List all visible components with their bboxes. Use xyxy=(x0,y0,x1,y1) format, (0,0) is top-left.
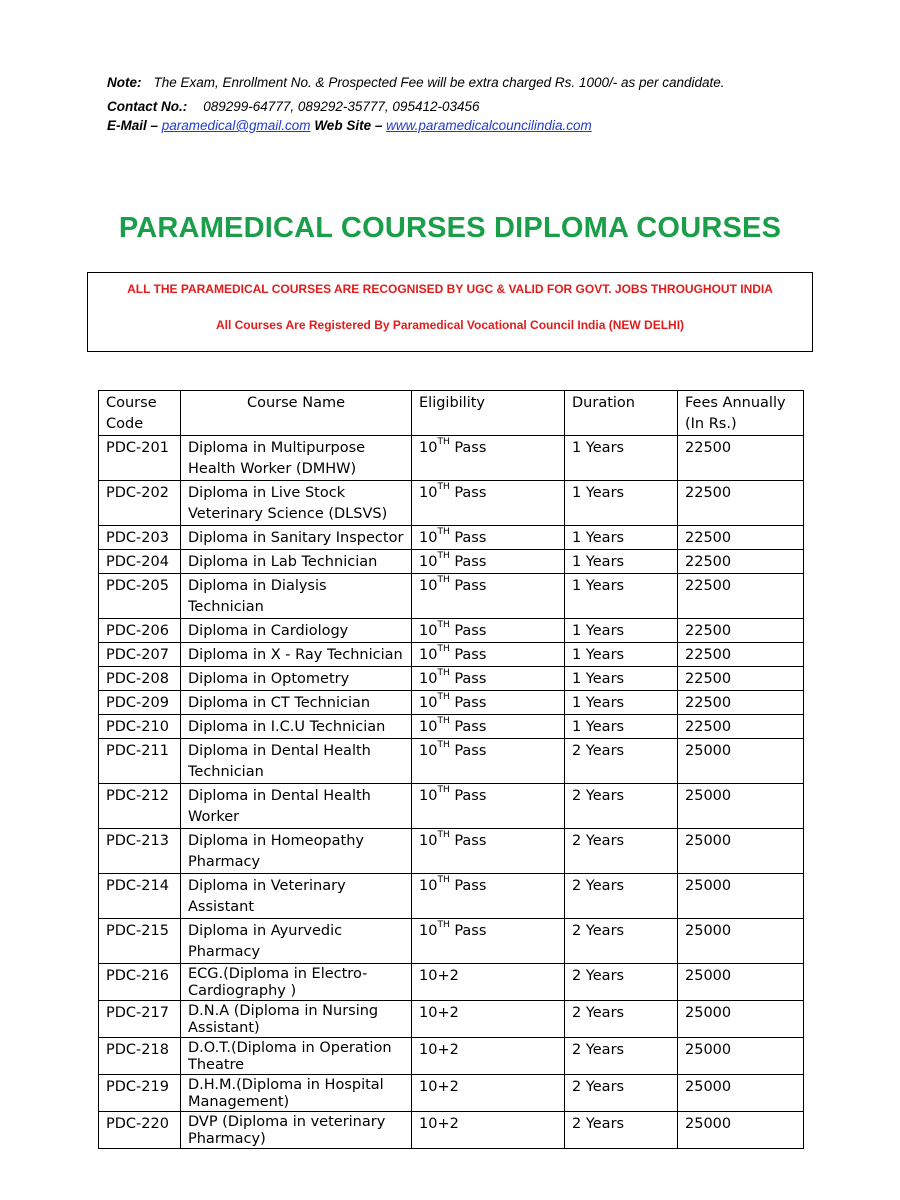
course-code-cell: PDC-209 xyxy=(99,691,181,715)
fee-cell: 22500 xyxy=(678,643,804,667)
course-name-cell: D.N.A (Diploma in Nursing Assistant) xyxy=(181,1001,412,1038)
duration-cell: 2 Years xyxy=(565,874,678,919)
eligibility-cell: 10TH Pass xyxy=(412,691,565,715)
course-name-cell: Diploma in Dialysis Technician xyxy=(181,574,412,619)
course-name-cell: Diploma in Lab Technician xyxy=(181,550,412,574)
fee-cell: 22500 xyxy=(678,436,804,481)
fee-cell: 22500 xyxy=(678,667,804,691)
course-name-cell: Diploma in Ayurvedic Pharmacy xyxy=(181,919,412,964)
fee-cell: 22500 xyxy=(678,574,804,619)
table-row xyxy=(99,784,804,829)
contact-label: Contact No.: xyxy=(107,99,188,114)
course-code-cell: PDC-210 xyxy=(99,715,181,739)
course-name-cell: Diploma in Homeopathy Pharmacy xyxy=(181,829,412,874)
table-row xyxy=(99,574,804,619)
table-row xyxy=(99,715,804,739)
course-name-cell: Diploma in Multipurpose Health Worker (DMHW) xyxy=(181,436,412,481)
eligibility-cell: 10+2 xyxy=(412,1001,565,1038)
duration-cell: 1 Years xyxy=(565,481,678,526)
eligibility-cell: 10TH Pass xyxy=(412,643,565,667)
fee-cell: 25000 xyxy=(678,1001,804,1038)
duration-cell: 1 Years xyxy=(565,526,678,550)
course-code-cell: PDC-212 xyxy=(99,784,181,829)
eligibility-cell: 10+2 xyxy=(412,1112,565,1149)
eligibility-cell: 10TH Pass xyxy=(412,550,565,574)
eligibility-cell: 10TH Pass xyxy=(412,739,565,784)
duration-cell: 1 Years xyxy=(565,667,678,691)
duration-cell: 1 Years xyxy=(565,715,678,739)
course-name-cell: Diploma in Sanitary Inspector xyxy=(181,526,412,550)
courses-table xyxy=(98,390,804,1149)
duration-cell: 2 Years xyxy=(565,829,678,874)
fee-cell: 22500 xyxy=(678,481,804,526)
table-header-row xyxy=(99,391,804,436)
eligibility-cell: 10TH Pass xyxy=(412,829,565,874)
table-row xyxy=(99,1112,804,1149)
duration-cell: 2 Years xyxy=(565,919,678,964)
table-row xyxy=(99,643,804,667)
note-label: Note: xyxy=(107,75,142,90)
fee-cell: 25000 xyxy=(678,739,804,784)
table-row xyxy=(99,436,804,481)
course-name-cell: Diploma in Dental Health Worker xyxy=(181,784,412,829)
notice-line-2: All Courses Are Registered By Paramedical Vocational Council India (NEW DELHI) xyxy=(215,318,685,332)
course-name-cell: Diploma in Live Stock Veterinary Science (DLSVS) xyxy=(181,481,412,526)
contact-line xyxy=(107,96,725,117)
course-code-cell: PDC-214 xyxy=(99,874,181,919)
page-title: PARAMEDICAL COURSES DIPLOMA COURSES xyxy=(118,212,782,244)
course-code-cell: PDC-216 xyxy=(99,964,181,1001)
course-code-cell: PDC-203 xyxy=(99,526,181,550)
eligibility-cell: 10TH Pass xyxy=(412,436,565,481)
eligibility-cell: 10TH Pass xyxy=(412,619,565,643)
course-code-cell: PDC-220 xyxy=(99,1112,181,1149)
table-row xyxy=(99,526,804,550)
duration-cell: 2 Years xyxy=(565,1075,678,1112)
course-code-cell: PDC-213 xyxy=(99,829,181,874)
duration-cell: 1 Years xyxy=(565,643,678,667)
eligibility-cell: 10TH Pass xyxy=(412,784,565,829)
header-fees: Fees Annually (In Rs.) xyxy=(678,391,804,436)
table-row xyxy=(99,619,804,643)
fee-cell: 22500 xyxy=(678,691,804,715)
fee-cell: 25000 xyxy=(678,919,804,964)
course-code-cell: PDC-206 xyxy=(99,619,181,643)
email-link[interactable]: paramedical@gmail.com xyxy=(161,118,311,133)
course-name-cell: DVP (Diploma in veterinary Pharmacy) xyxy=(181,1112,412,1149)
table-row xyxy=(99,1038,804,1075)
course-code-cell: PDC-215 xyxy=(99,919,181,964)
eligibility-cell: 10TH Pass xyxy=(412,874,565,919)
table-row xyxy=(99,550,804,574)
eligibility-cell: 10TH Pass xyxy=(412,919,565,964)
eligibility-cell: 10TH Pass xyxy=(412,667,565,691)
notice-line-1: ALL THE PARAMEDICAL COURSES ARE RECOGNISED BY UGC & VALID FOR GOVT. JOBS THROUGHOUT INDIA xyxy=(127,282,773,296)
table-row xyxy=(99,919,804,964)
duration-cell: 2 Years xyxy=(565,964,678,1001)
course-code-cell: PDC-201 xyxy=(99,436,181,481)
eligibility-cell: 10+2 xyxy=(412,964,565,1001)
duration-cell: 1 Years xyxy=(565,691,678,715)
course-code-cell: PDC-217 xyxy=(99,1001,181,1038)
duration-cell: 1 Years xyxy=(565,436,678,481)
duration-cell: 2 Years xyxy=(565,1112,678,1149)
fee-cell: 25000 xyxy=(678,829,804,874)
website-label: Web Site – xyxy=(314,118,383,133)
note-text: The Exam, Enrollment No. & Prospected Fee will be extra charged Rs. 1000/- as per candidate. xyxy=(153,75,725,90)
fee-cell: 25000 xyxy=(678,784,804,829)
duration-cell: 2 Years xyxy=(565,1001,678,1038)
email-label: E-Mail – xyxy=(107,118,159,133)
course-code-cell: PDC-208 xyxy=(99,667,181,691)
course-name-cell: Diploma in Cardiology xyxy=(181,619,412,643)
course-code-cell: PDC-204 xyxy=(99,550,181,574)
table-row xyxy=(99,1075,804,1112)
eligibility-cell: 10+2 xyxy=(412,1075,565,1112)
eligibility-cell: 10TH Pass xyxy=(412,715,565,739)
course-code-cell: PDC-207 xyxy=(99,643,181,667)
table-row xyxy=(99,829,804,874)
table-row xyxy=(99,964,804,1001)
header-eligibility: Eligibility xyxy=(412,391,565,436)
course-name-cell: ECG.(Diploma in Electro- Cardiography ) xyxy=(181,964,412,1001)
eligibility-cell: 10TH Pass xyxy=(412,574,565,619)
course-code-cell: PDC-202 xyxy=(99,481,181,526)
duration-cell: 2 Years xyxy=(565,1038,678,1075)
header-course-code: Course Code xyxy=(99,391,181,436)
duration-cell: 2 Years xyxy=(565,784,678,829)
course-name-cell: Diploma in Veterinary Assistant xyxy=(181,874,412,919)
eligibility-cell: 10+2 xyxy=(412,1038,565,1075)
note-line xyxy=(107,72,725,93)
course-name-cell: D.H.M.(Diploma in Hospital Management) xyxy=(181,1075,412,1112)
page-header xyxy=(107,72,725,136)
table-row xyxy=(99,667,804,691)
course-code-cell: PDC-219 xyxy=(99,1075,181,1112)
course-code-cell: PDC-211 xyxy=(99,739,181,784)
course-code-cell: PDC-205 xyxy=(99,574,181,619)
table-row xyxy=(99,691,804,715)
course-name-cell: Diploma in Dental Health Technician xyxy=(181,739,412,784)
fee-cell: 22500 xyxy=(678,526,804,550)
email-web-line xyxy=(107,115,725,136)
notice-box xyxy=(87,272,813,352)
fee-cell: 25000 xyxy=(678,874,804,919)
table-row xyxy=(99,481,804,526)
website-link[interactable]: www.paramedicalcouncilindia.com xyxy=(386,118,592,133)
course-name-cell: Diploma in CT Technician xyxy=(181,691,412,715)
fee-cell: 25000 xyxy=(678,1038,804,1075)
eligibility-cell: 10TH Pass xyxy=(412,526,565,550)
fee-cell: 25000 xyxy=(678,1112,804,1149)
duration-cell: 1 Years xyxy=(565,619,678,643)
header-course-name: Course Name xyxy=(181,391,412,436)
table-row xyxy=(99,874,804,919)
fee-cell: 25000 xyxy=(678,1075,804,1112)
fee-cell: 22500 xyxy=(678,619,804,643)
duration-cell: 1 Years xyxy=(565,574,678,619)
contact-numbers: 089299-64777, 089292-35777, 095412-03456 xyxy=(203,99,480,114)
course-name-cell: Diploma in Optometry xyxy=(181,667,412,691)
course-name-cell: Diploma in X - Ray Technician xyxy=(181,643,412,667)
eligibility-cell: 10TH Pass xyxy=(412,481,565,526)
header-duration: Duration xyxy=(565,391,678,436)
fee-cell: 25000 xyxy=(678,964,804,1001)
fee-cell: 22500 xyxy=(678,550,804,574)
course-name-cell: Diploma in I.C.U Technician xyxy=(181,715,412,739)
course-name-cell: D.O.T.(Diploma in Operation Theatre xyxy=(181,1038,412,1075)
course-code-cell: PDC-218 xyxy=(99,1038,181,1075)
duration-cell: 1 Years xyxy=(565,550,678,574)
table-row xyxy=(99,739,804,784)
table-row xyxy=(99,1001,804,1038)
fee-cell: 22500 xyxy=(678,715,804,739)
duration-cell: 2 Years xyxy=(565,739,678,784)
